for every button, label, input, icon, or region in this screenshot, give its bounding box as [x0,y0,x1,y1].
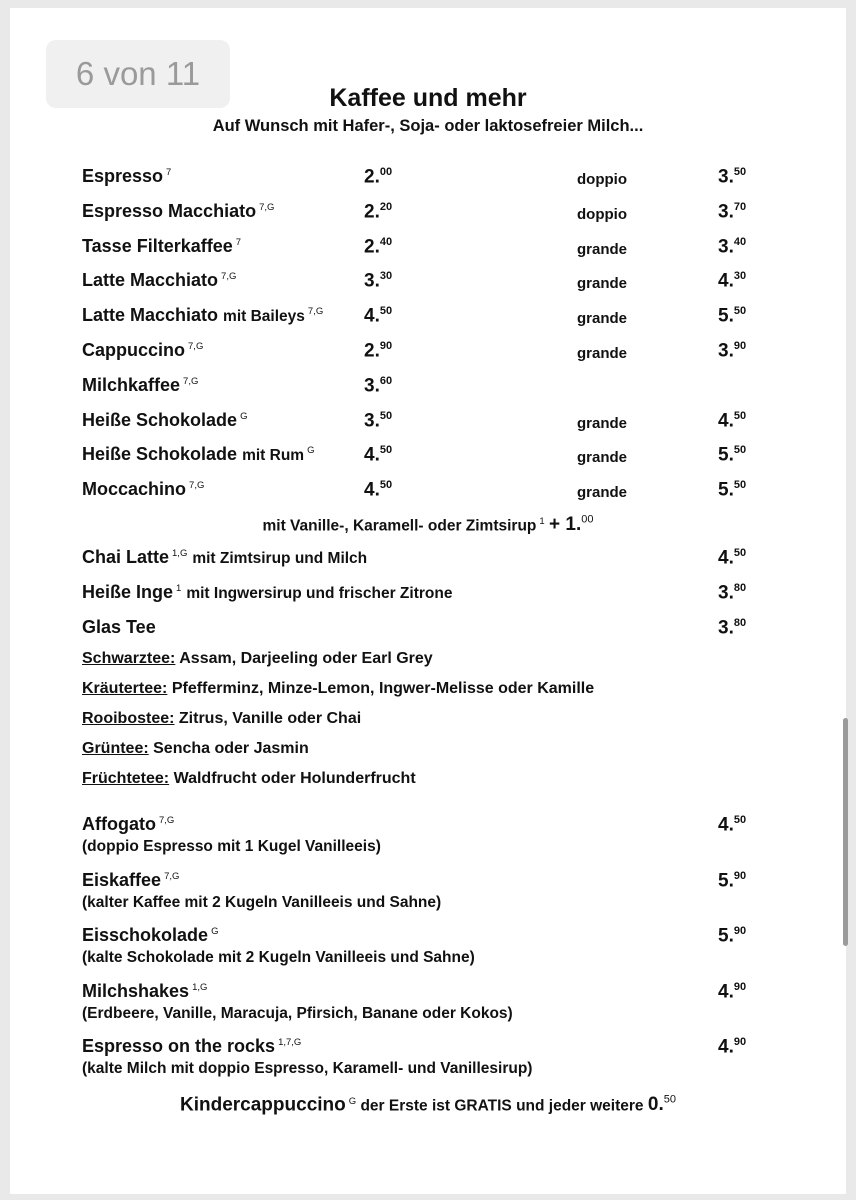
item-name-text: Latte Macchiato [82,305,219,326]
size-price [718,305,746,327]
size-price-main: 3. [718,166,734,188]
allergen-note: 7,G [259,201,275,213]
cold-desc: (kalte Milch mit doppio Espresso, Karamell- und Vanillesirup) [82,1060,533,1077]
special-name-text: Heiße Inge [82,582,174,602]
special-price [718,617,746,639]
menu-item [0,270,856,300]
size-price [718,201,746,223]
item-name [82,410,247,431]
syrup-price-main: + 1. [549,514,582,536]
cold-price-main: 4. [718,1036,734,1058]
tea-type: Früchtetee: [82,770,170,787]
special-price [718,582,746,604]
item-price [364,375,392,397]
cold-price [718,814,746,836]
tea-line [82,650,433,668]
item-price-cents: 50 [379,479,393,492]
cold-price-cents: 90 [733,1036,747,1048]
allergen-note: 1,7,G [278,1037,302,1048]
item-name [82,479,204,500]
menu-item [0,305,856,335]
special-item [0,547,856,577]
size-label: grande [577,345,628,362]
cold-desc: (Erdbeere, Vanille, Maracuja, Pfirsich, Banane oder Kokos) [82,1004,513,1022]
size-price-cents: 50 [733,479,747,492]
size-price-main: 5. [718,479,734,501]
item-price-cents: 30 [379,270,393,283]
tea-type: Grüntee: [82,740,149,757]
special-name-text: Glas Tee [82,617,156,637]
page-title: Kaffee und mehr [329,84,527,112]
size-price-cents: 50 [733,444,747,457]
allergen-note: G [211,926,219,937]
page-subtitle: Auf Wunsch mit Hafer-, Soja- oder laktosefreier Milch... [212,117,644,135]
special-price-main: 3. [718,582,734,604]
item-price-main: 4. [364,305,380,327]
tea-varieties: Pfefferminz, Minze-Lemon, Ingwer-Melisse oder Kamille [171,680,595,697]
cold-desc: (kalte Schokolade mit 2 Kugeln Vanilleeis und Sahne) [82,949,475,966]
allergen-note: G [307,445,315,457]
size-price-main: 3. [718,201,734,223]
cold-name [82,814,174,835]
item-price-cents: 00 [379,166,393,178]
item-price-cents: 90 [379,340,393,352]
item-name-text: Milchkaffee [82,374,181,395]
size-price-cents: 50 [733,409,747,422]
menu-item [0,479,856,509]
cold-price [718,1036,746,1058]
size-price-main: 4. [718,409,734,431]
special-name-text: Chai Latte [82,547,170,567]
page-indicator: 6 von 11 [46,40,230,108]
size-price-main: 3. [718,340,734,362]
tea-varieties: Zitrus, Vanille oder Chai [178,710,362,727]
size-price-main: 4. [718,270,734,292]
allergen-note: 7,G [307,306,324,318]
size-price [718,340,746,362]
allergen-note: 7,G [158,815,175,826]
size-label: grande [577,414,628,432]
item-price-main: 4. [364,479,380,501]
menu-item [0,340,856,370]
size-price-cents: 50 [733,305,747,318]
tea-line [82,680,594,698]
item-name [82,236,241,257]
item-price [364,305,392,327]
cold-name [82,925,218,946]
tea-varieties: Assam, Darjeeling oder Earl Grey [179,650,433,667]
size-label: grande [577,449,628,467]
kids-price [648,1094,676,1115]
allergen-note: 7,G [188,341,204,352]
item-name [82,166,171,187]
cold-price-main: 4. [718,814,734,836]
allergen-note: 7 [235,236,242,248]
menu-item [0,410,856,440]
cold-price-main: 4. [718,980,734,1002]
size-price-main: 5. [718,305,734,327]
size-price-main: 3. [718,235,734,257]
cold-price-cents: 90 [733,980,747,993]
item-name [82,305,323,326]
item-price [364,270,392,292]
item-price-cents: 60 [379,374,393,387]
item-price-cents: 50 [379,444,393,457]
size-label: doppio [577,171,627,188]
menu-item [0,201,856,231]
cold-price [718,925,746,947]
item-price [364,479,392,501]
size-price [718,270,746,292]
size-price-cents: 70 [733,200,747,213]
syrup-addon [0,514,856,536]
special-price [718,547,746,569]
item-price-main: 2. [364,235,380,257]
cold-name-text: Milchshakes [82,980,190,1001]
item-price-main: 3. [364,270,380,292]
special-price-cents: 50 [733,547,747,559]
syrup-price [549,514,593,535]
size-price [718,410,746,432]
cold-name-text: Affogato [82,814,156,834]
item-price-cents: 40 [379,235,393,248]
syrup-price-cents: 00 [581,514,594,526]
item-name-text: Latte Macchiato [82,270,219,291]
size-price-cents: 50 [733,166,747,178]
item-price-cents: 20 [379,200,393,213]
special-price-main: 3. [718,617,734,639]
size-price [718,444,746,466]
special-item [0,582,856,612]
cold-price-cents: 90 [733,925,747,937]
size-price [718,166,746,188]
menu-item [0,375,856,405]
menu-item [0,236,856,266]
kids-sup: G [348,1096,357,1108]
item-name-text: Cappuccino [82,340,186,360]
kids-text: der Erste ist GRATIS und jeder weitere [360,1097,644,1115]
special-price-cents: 80 [733,617,747,629]
item-price-main: 3. [364,409,380,431]
item-price-main: 2. [364,201,380,223]
allergen-note: G [240,410,248,422]
item-name [82,201,274,222]
kids-price-cents: 50 [663,1094,676,1106]
item-name [82,270,236,291]
item-price-cents: 50 [379,409,393,422]
size-price-cents: 30 [733,270,747,283]
scrollbar[interactable] [843,718,848,946]
syrup-text: mit Vanille-, Karamell- oder Zimtsirup [262,517,537,535]
size-label: grande [577,275,628,293]
cold-name [82,981,207,1002]
allergen-note: 7 [166,167,172,178]
special-name [82,582,452,603]
tea-type: Kräutertee: [82,680,168,697]
item-name-text: Espresso [82,166,164,186]
tea-line [82,710,361,728]
cold-name-text: Eiskaffee [82,869,162,890]
tea-type: Schwarztee: [82,650,176,667]
item-name [82,375,198,396]
item-price [364,166,392,188]
cold-name [82,870,179,891]
size-price-main: 5. [718,444,734,466]
size-label: grande [577,484,628,502]
item-name-text: Espresso Macchiato [82,200,257,221]
allergen-note: 7,G [221,271,237,283]
size-label: grande [577,310,628,328]
special-item [0,617,856,647]
cold-name-text: Espresso on the rocks [82,1036,276,1056]
cold-price-cents: 90 [733,869,747,882]
syrup-sup: 1 [539,516,545,528]
allergen-note: 7,G [189,480,205,492]
item-name [82,340,203,361]
cold-price [718,981,746,1003]
allergen-note: 1,G [172,548,188,559]
tea-varieties: Sencha oder Jasmin [153,740,309,757]
tea-type: Rooibostee: [82,710,175,727]
cold-price-main: 5. [718,869,734,891]
size-price-cents: 40 [733,235,747,248]
item-price-main: 3. [364,375,380,397]
special-name [82,547,367,568]
cold-desc: (doppio Espresso mit 1 Kugel Vanilleeis) [82,838,381,855]
menu-item [0,444,856,474]
item-price-main: 4. [364,444,380,466]
allergen-note: 1,G [192,981,208,993]
kids-price-main: 0. [647,1094,664,1116]
item-name [82,444,314,465]
item-name-suffix: mit Baileys [223,308,305,326]
allergen-note: 7,G [164,870,180,882]
special-name [82,617,156,638]
item-price [364,410,392,432]
cold-price-main: 5. [718,925,734,947]
size-label: doppio [577,205,627,223]
item-name-text: Moccachino [82,479,187,500]
size-price [718,479,746,501]
allergen-note: 1 [176,583,182,594]
item-price [364,444,392,466]
cold-price-cents: 50 [733,814,747,826]
size-price-cents: 90 [733,340,747,352]
item-price-cents: 50 [379,305,393,318]
size-price [718,236,746,258]
item-price [364,340,392,362]
menu-item [0,166,856,196]
item-name-suffix: mit Rum [242,447,305,465]
item-price [364,201,392,223]
cold-name [82,1036,301,1057]
special-price-main: 4. [718,547,734,569]
item-name-text: Heiße Schokolade [82,409,238,430]
special-price-cents: 80 [733,582,747,594]
kids-name: Kindercappuccino [180,1094,346,1116]
allergen-note: 7,G [183,375,199,387]
tea-line [82,770,416,788]
special-desc: mit Ingwersirup und frischer Zitrone [186,585,453,602]
item-name-text: Tasse Filterkaffee [82,235,233,256]
special-desc: mit Zimtsirup und Milch [192,550,368,567]
item-price-main: 2. [364,166,380,188]
item-name-text: Heiße Schokolade [82,444,238,465]
cold-desc: (kalter Kaffee mit 2 Kugeln Vanilleeis und Sahne) [82,893,442,911]
kids-offer [0,1094,856,1116]
item-price-main: 2. [364,340,380,362]
tea-varieties: Waldfrucht oder Holunderfrucht [173,770,416,787]
tea-line [82,740,309,758]
size-label: grande [577,240,628,258]
cold-name-text: Eisschokolade [82,925,209,945]
item-price [364,236,392,258]
cold-price [718,870,746,892]
